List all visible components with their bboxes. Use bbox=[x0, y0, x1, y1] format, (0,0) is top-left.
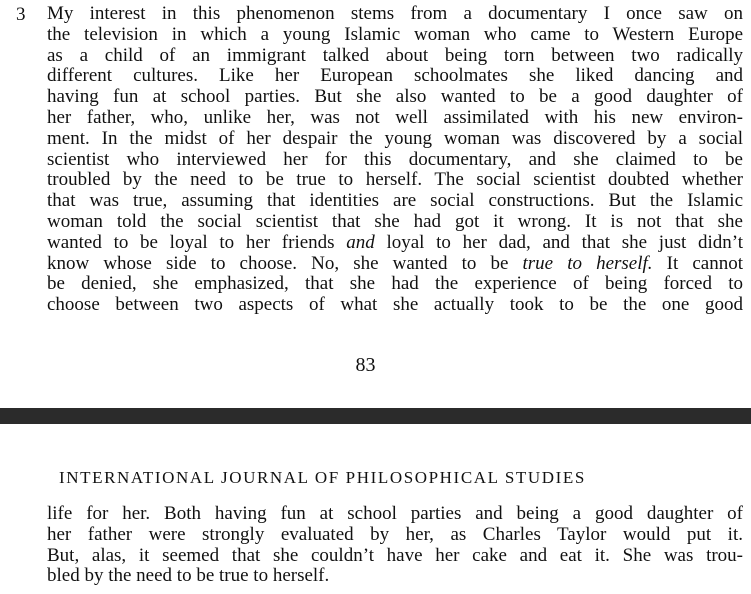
footnote-line: troubled by the need to be true to herself. The social scientist doubted whether bbox=[47, 169, 743, 191]
footnote-line: choose between two aspects of what she actually took to be the one good bbox=[47, 294, 743, 316]
footnote-line: that was true, assuming that identities are social constructions. But the Islamic bbox=[47, 190, 743, 212]
page-number: 83 bbox=[355, 354, 376, 376]
body-line: bled by the need to be true to herself. bbox=[47, 565, 330, 587]
footnote-text bbox=[47, 4, 743, 316]
footnote-text-segment: wanted to be loyal to her friends bbox=[47, 231, 347, 253]
footnote-text-segment: loyal to her dad, and that she just didn’t bbox=[374, 231, 743, 253]
footnote-line: as a child of an immigrant talked about being torn between two radically bbox=[47, 44, 743, 66]
footnote-emphasis: and bbox=[346, 231, 375, 253]
page-divider bbox=[0, 408, 751, 424]
footnote-line: having fun at school parties. But she also wanted to be a good daughter of bbox=[47, 86, 743, 108]
footnote-line: My interest in this phenomenon stems from a documentary I once saw on bbox=[47, 3, 743, 24]
footnote-line bbox=[47, 254, 743, 275]
footnote-text-segment: know whose side to choose. No, she wanted to be bbox=[47, 252, 523, 274]
footnote-line: scientist who interviewed her for this documentary, and she claimed to be bbox=[47, 148, 743, 170]
footnote-number: 3 bbox=[16, 4, 26, 25]
footnote-line: her father, who, unlike her, was not well assimilated with his new environ- bbox=[47, 106, 743, 128]
body-line: her father were strongly evaluated by her, as Charles Taylor would put it. bbox=[47, 523, 743, 545]
footnote-line: be denied, she emphasized, that she had the experience of being forced to bbox=[47, 273, 743, 295]
footnote-line: ment. In the midst of her despair the young woman was discovered by a social bbox=[47, 127, 743, 149]
running-header: INTERNATIONAL JOURNAL OF PHILOSOPHICAL STUDIES bbox=[59, 468, 586, 487]
footnote-line: woman told the social scientist that she had got it wrong. It is not that she bbox=[47, 210, 743, 232]
footnote-text-segment: It cannot bbox=[652, 252, 743, 274]
body-paragraph bbox=[47, 504, 743, 587]
footnote-line: the television in which a young Islamic woman who came to Western Europe bbox=[47, 23, 743, 45]
body-line: But, alas, it seemed that she couldn’t have her cake and eat it. She was trou- bbox=[47, 544, 743, 566]
footnote-line bbox=[47, 233, 743, 254]
footnote-line: different cultures. Like her European schoolmates she liked dancing and bbox=[47, 65, 743, 87]
cutoff-next-line bbox=[47, 586, 743, 594]
body-line: life for her. Both having fun at school parties and being a good daughter of bbox=[47, 503, 743, 524]
footnote-emphasis: true to herself. bbox=[522, 252, 653, 274]
